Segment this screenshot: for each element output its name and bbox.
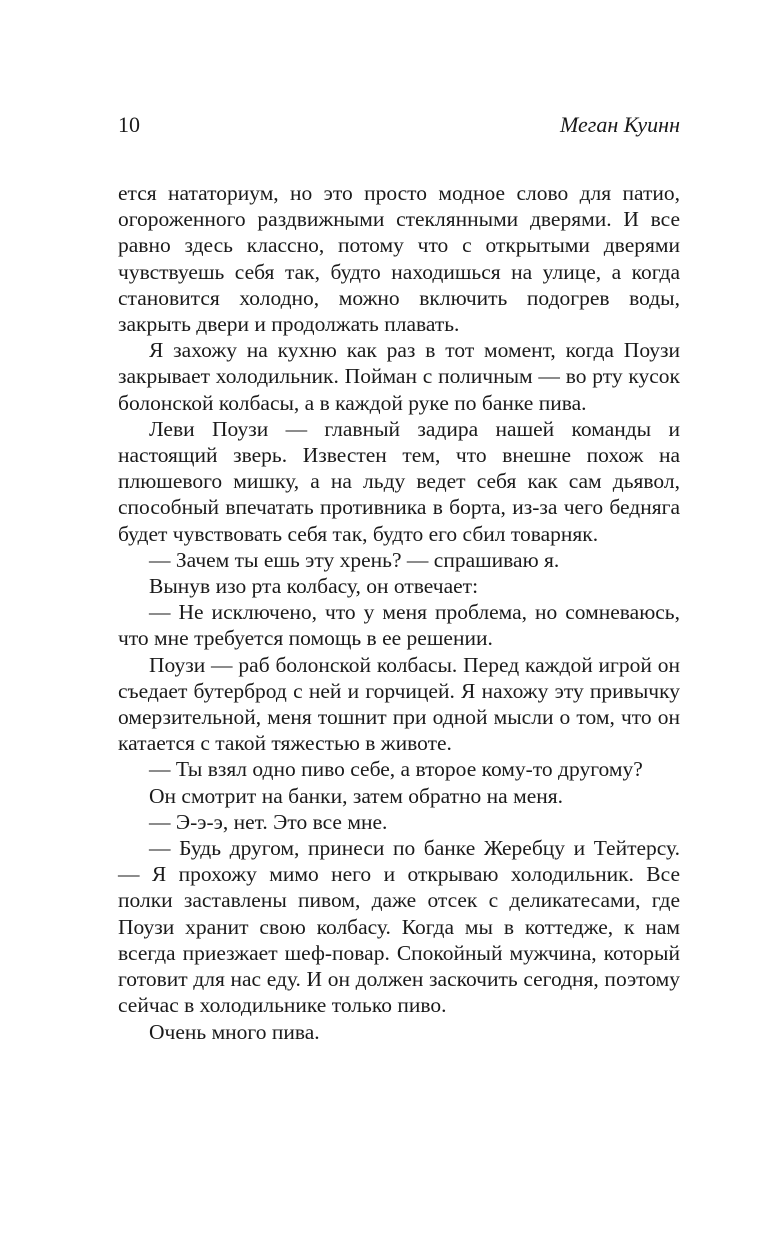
running-head-author: Меган Куинн — [559, 112, 680, 137]
page-number: 10 — [118, 112, 140, 137]
paragraph: Вынув изо рта колбасу, он отвечает: — [149, 574, 479, 599]
page-header — [118, 112, 680, 144]
paragraph: Очень много пива. — [149, 1019, 320, 1044]
paragraph: Я захожу на кухню как раз в тот момент, когда Поузи закрывает холодильник. Пойман с поличным — во рту кусок болонской колбасы, а в каждой руке по банке пива. — [118, 338, 680, 415]
dialogue-line: — Не исключено, что у меня проблема, но сомневаюсь, что мне требуется помощь в ее решении. — [118, 600, 680, 651]
book-page — [118, 0, 680, 1240]
dialogue-line: — Будь другом, принеси по банке Жеребцу и Тейтерсу. — Я прохожу мимо него и открываю холодильник. Все полки заставлены пивом, даже отсек с деликатесами, где Поузи хранит свою колбасу. Когда мы в коттедже, к нам всегда приезжает шеф-повар. Спокойный мужчина, который готовит для нас еду. И он должен заскочить сегодня, поэтому сейчас в холодильнике только пиво. — [118, 836, 680, 1018]
dialogue-line: — Э-э-э, нет. Это все мне. — [149, 809, 388, 834]
dialogue-line: — Ты взял одно пиво себе, а второе кому-то другому? — [149, 757, 643, 782]
body-text — [118, 180, 680, 1045]
paragraph: Он смотрит на банки, затем обратно на меня. — [149, 783, 564, 808]
dialogue-line: — Зачем ты ешь эту хрень? — спрашиваю я. — [149, 547, 560, 572]
paragraph: ется нататориум, но это просто модное слово для патио, огороженного раздвижными стеклянными дверями. И все равно здесь классно, потому что с открытыми дверями чувствуешь себя так, будто находишься на улице, а когда становится холодно, можно включить подогрев воды, закрыть двери и продолжать плавать. — [118, 181, 680, 337]
paragraph: Леви Поузи — главный задира нашей команды и настоящий зверь. Известен тем, что внешне похож на плюшевого мишку, а на льду ведет себя как сам дьявол, способный впечатать противника в борта, из-за чего бедняга будет чувствовать себя так, будто его сбил товарняк. — [118, 416, 680, 546]
paragraph: Поузи — раб болонской колбасы. Перед каждой игрой он съедает бутерброд с ней и горчицей. Я нахожу эту привычку омерзительной, меня тошнит при одной мысли о том, что он катается с такой тяжестью в животе. — [118, 652, 680, 756]
